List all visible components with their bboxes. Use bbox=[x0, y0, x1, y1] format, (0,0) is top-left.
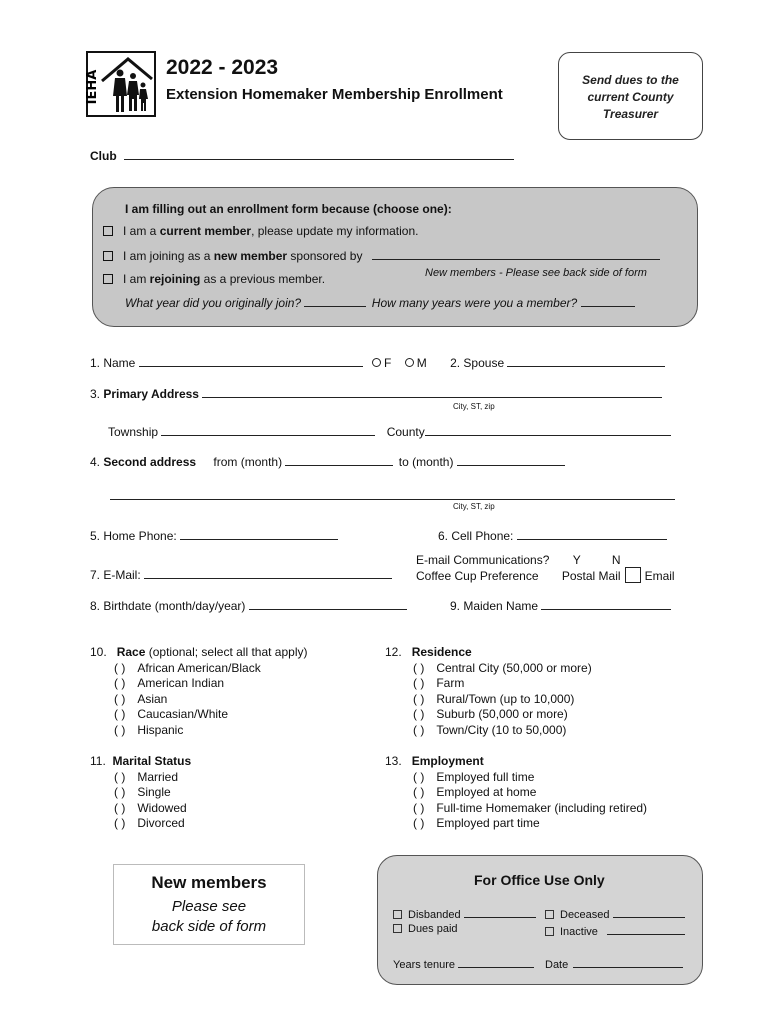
office-use-title: For Office Use Only bbox=[474, 872, 605, 888]
residence-option[interactable]: ( ) Central City (50,000 or more) bbox=[413, 660, 592, 675]
club-row bbox=[90, 148, 514, 163]
checkbox-icon[interactable] bbox=[545, 927, 554, 936]
employment-option[interactable]: ( ) Employed full time bbox=[413, 769, 535, 784]
years-tenure-input[interactable] bbox=[458, 956, 534, 968]
residence-option[interactable]: ( ) Rural/Town (up to 10,000) bbox=[413, 691, 575, 706]
race-option[interactable]: ( ) American Indian bbox=[114, 676, 225, 690]
employment-option[interactable]: ( ) Employed part time bbox=[413, 816, 540, 830]
employment-section: 13. Employment ( ) Employed full time ( ) Employed at home ( ) Full-time Homemaker (including retired) ( ) Employed part time bbox=[385, 754, 648, 830]
dues-note-line: Treasurer bbox=[602, 107, 659, 121]
residence-section: 12. Residence ( ) Central City (50,000 or more) ( ) Farm ( ) Rural/Town (up to 10,000) ( ) Suburb (50,000 or more) ( ) Town/City (10 to 50,000) bbox=[385, 645, 592, 737]
checkbox-icon[interactable] bbox=[103, 274, 113, 284]
deceased-input[interactable] bbox=[613, 906, 685, 918]
checkbox-icon[interactable] bbox=[103, 226, 113, 236]
option-new-member[interactable]: I am joining as a new member sponsored by bbox=[103, 248, 660, 263]
marital-option[interactable]: ( ) Divorced bbox=[114, 816, 185, 830]
date-input[interactable] bbox=[573, 956, 683, 968]
marital-option[interactable]: ( ) Single bbox=[114, 785, 171, 799]
residence-option[interactable]: ( ) Town/City (10 to 50,000) bbox=[413, 722, 567, 737]
name-row: 1. Name F M 2. Spouse bbox=[90, 355, 665, 370]
coffee-preference-checkbox[interactable] bbox=[625, 567, 641, 583]
from-month-input[interactable] bbox=[285, 454, 393, 466]
second-address-input[interactable] bbox=[110, 488, 675, 500]
email-comm-row: E-mail Communications? Y N bbox=[416, 553, 621, 567]
residence-option[interactable]: ( ) Farm bbox=[413, 676, 465, 690]
name-input[interactable] bbox=[139, 355, 363, 367]
new-members-back-note: New members - Please see back side of form bbox=[425, 267, 647, 279]
gender-f-radio[interactable] bbox=[372, 358, 381, 367]
new-members-line: Please see bbox=[171, 898, 247, 915]
birthdate-row: 8. Birthdate (month/day/year) bbox=[90, 598, 407, 613]
rejoin-questions: What year did you originally join? How many years were you a member? bbox=[125, 295, 635, 310]
form-title: Extension Homemaker Membership Enrollment bbox=[166, 86, 503, 103]
maiden-name-input[interactable] bbox=[541, 598, 671, 610]
option-current-member[interactable]: I am a current member, please update my information. bbox=[103, 224, 419, 238]
spouse-input[interactable] bbox=[507, 355, 665, 367]
office-years-tenure: Years tenure bbox=[393, 956, 534, 971]
office-dues-paid: Dues paid bbox=[393, 923, 458, 935]
second-address-row: 4. Second address from (month) to (month) bbox=[90, 454, 565, 469]
primary-address-row: 3. Primary Address bbox=[90, 386, 662, 401]
enroll-heading: I am filling out an enrollment form because (choose one): bbox=[125, 202, 452, 216]
checkbox-icon[interactable] bbox=[393, 924, 402, 933]
race-option[interactable]: ( ) Asian bbox=[114, 691, 168, 706]
county-input[interactable] bbox=[425, 424, 671, 436]
inactive-input[interactable] bbox=[607, 923, 685, 935]
township-row: Township County bbox=[108, 424, 671, 439]
dues-note-line: current County bbox=[587, 90, 674, 104]
ieha-logo bbox=[86, 51, 156, 117]
dues-note-line: Send dues to the bbox=[582, 73, 679, 87]
office-disbanded: Disbanded bbox=[393, 906, 536, 921]
township-input[interactable] bbox=[161, 424, 375, 436]
race-option[interactable]: ( ) African American/Black bbox=[114, 660, 261, 675]
new-members-title: New members bbox=[151, 873, 267, 892]
dues-note-box bbox=[558, 52, 703, 140]
checkbox-icon[interactable] bbox=[545, 910, 554, 919]
disbanded-input[interactable] bbox=[464, 906, 536, 918]
cell-phone-input[interactable] bbox=[517, 528, 667, 540]
option-rejoining[interactable]: I am rejoining as a previous member. bbox=[103, 272, 325, 286]
club-label: Club bbox=[90, 149, 117, 163]
city-st-zip-hint: City, ST, zip bbox=[453, 502, 495, 511]
new-members-box bbox=[113, 864, 305, 945]
office-date: Date bbox=[545, 956, 683, 971]
years-member-input[interactable] bbox=[581, 295, 635, 307]
email-row: 7. E-Mail: bbox=[90, 567, 392, 582]
family-logo-icon bbox=[86, 51, 156, 117]
city-st-zip-hint: City, ST, zip bbox=[453, 402, 495, 411]
new-members-line: back side of form bbox=[151, 918, 267, 935]
race-option[interactable]: ( ) Hispanic bbox=[114, 722, 184, 737]
residence-option[interactable]: ( ) Suburb (50,000 or more) bbox=[413, 707, 568, 721]
home-phone-row: 5. Home Phone: bbox=[90, 528, 338, 543]
marital-section: 11. Marital Status ( ) Married ( ) Single ( ) Widowed ( ) Divorced bbox=[90, 754, 192, 830]
form-years: 2022 - 2023 bbox=[166, 56, 279, 79]
logo-text: IEHA bbox=[86, 69, 100, 105]
checkbox-icon[interactable] bbox=[393, 910, 402, 919]
primary-address-input[interactable] bbox=[202, 386, 662, 398]
marital-option[interactable]: ( ) Widowed bbox=[114, 800, 187, 815]
employment-option[interactable]: ( ) Full-time Homemaker (including retired) bbox=[413, 800, 648, 815]
gender-m-radio[interactable] bbox=[405, 358, 414, 367]
email-input[interactable] bbox=[144, 567, 392, 579]
office-inactive: Inactive bbox=[545, 923, 685, 938]
cell-phone-row: 6. Cell Phone: bbox=[438, 528, 667, 543]
marital-option[interactable]: ( ) Married bbox=[114, 769, 179, 784]
birthdate-input[interactable] bbox=[249, 598, 407, 610]
race-section: 10. Race (optional; select all that apply) ( ) African American/Black ( ) American Indian ( ) Asian ( ) Caucasian/White ( ) Hispanic bbox=[90, 645, 308, 737]
checkbox-icon[interactable] bbox=[103, 251, 113, 261]
year-joined-input[interactable] bbox=[304, 295, 366, 307]
employment-option[interactable]: ( ) Employed at home bbox=[413, 785, 537, 799]
race-option[interactable]: ( ) Caucasian/White bbox=[114, 707, 229, 721]
sponsor-input[interactable] bbox=[372, 248, 660, 260]
maiden-name-row: 9. Maiden Name bbox=[450, 598, 671, 613]
to-month-input[interactable] bbox=[457, 454, 565, 466]
office-deceased: Deceased bbox=[545, 906, 685, 921]
club-input[interactable] bbox=[124, 148, 514, 160]
home-phone-input[interactable] bbox=[180, 528, 338, 540]
coffee-cup-row: Coffee Cup Preference Postal Mail Email bbox=[416, 569, 675, 583]
